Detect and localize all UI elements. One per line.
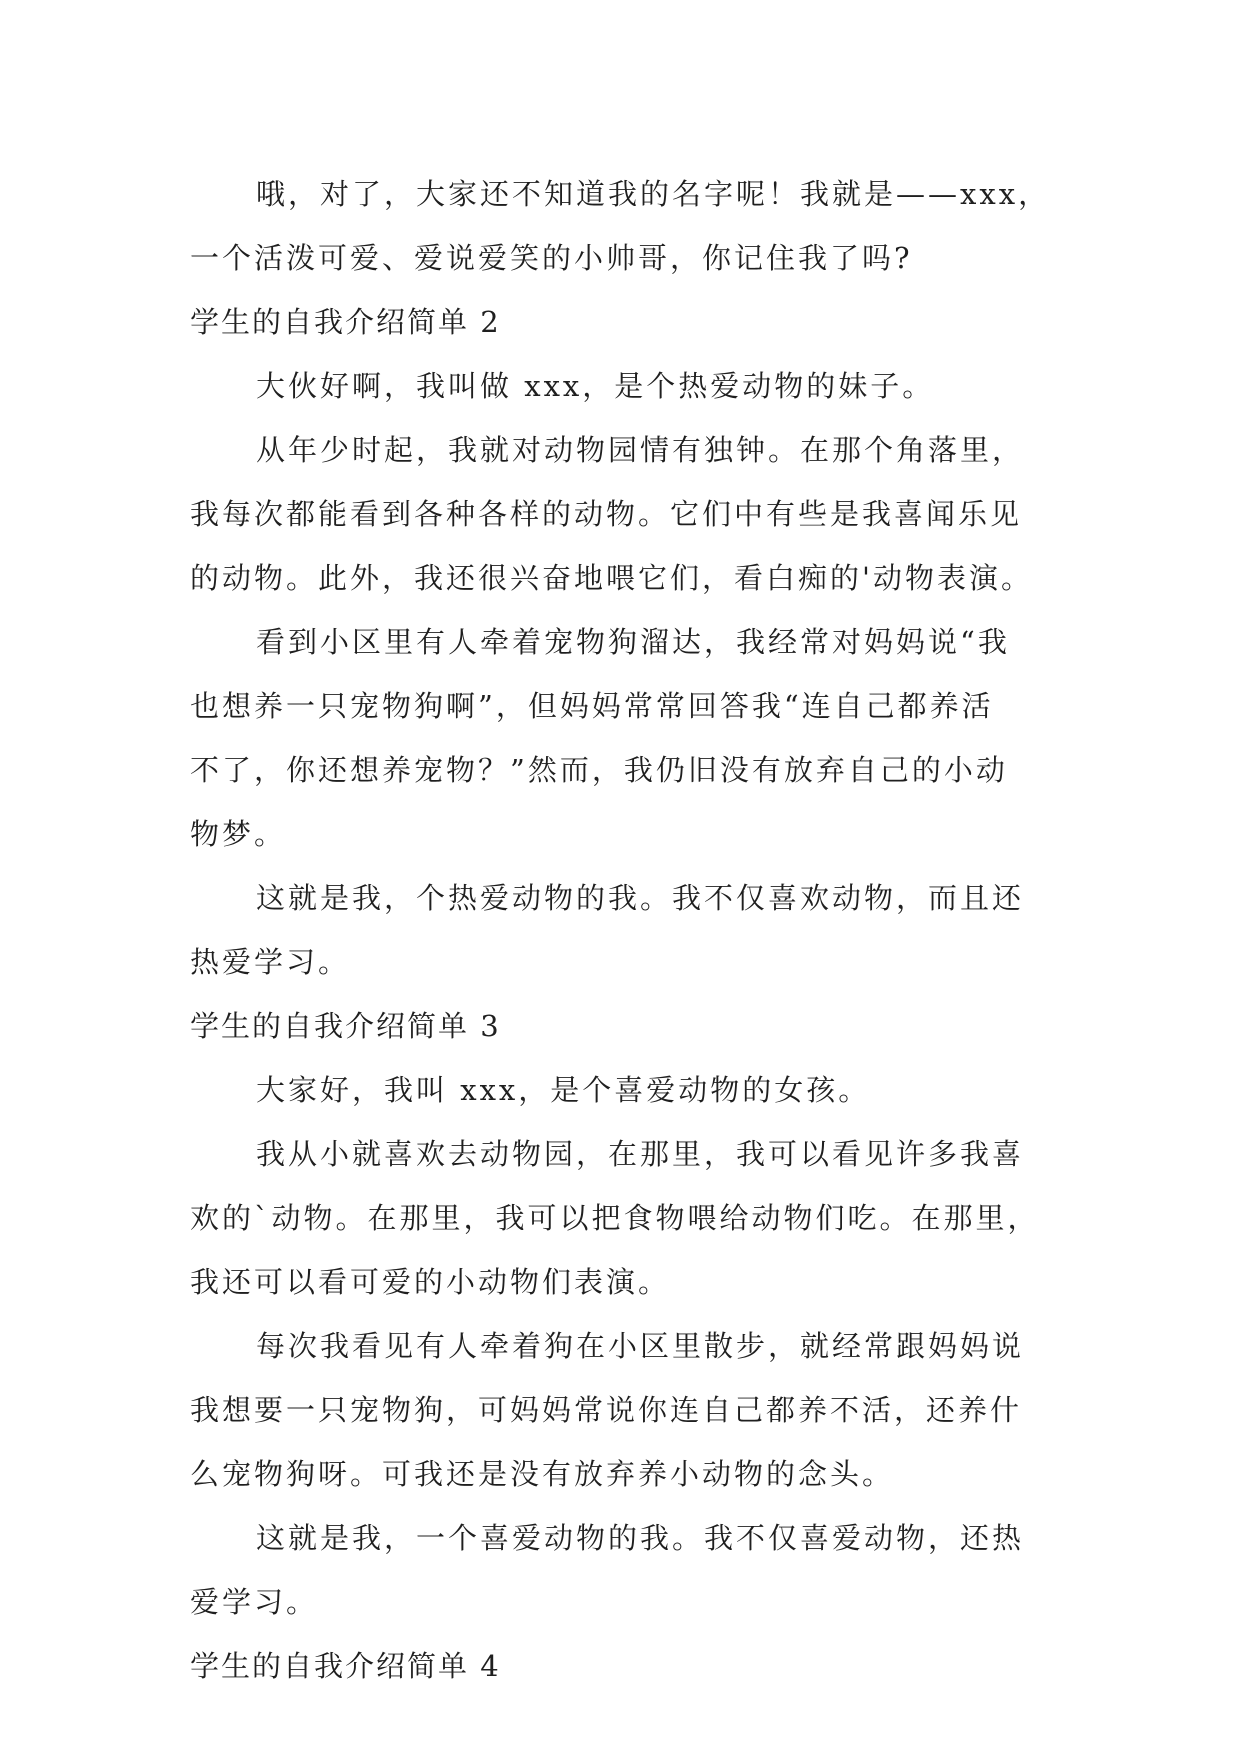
paragraph-line: 不了，你还想养宠物？”然而，我仍旧没有放弃自己的小动 xyxy=(190,753,1008,787)
paragraph-line: 这就是我，个热爱动物的我。我不仅喜欢动物，而且还 xyxy=(256,881,1025,915)
section-heading: 学生的自我介绍简单 3 xyxy=(190,1009,501,1043)
paragraph-line: 大伙好啊，我叫做 xxx，是个热爱动物的妹子。 xyxy=(256,369,935,403)
paragraph-line: 我想要一只宠物狗，可妈妈常说你连自己都养不活，还养什 xyxy=(190,1393,1023,1427)
paragraph-line: 欢的`动物。在那里，我可以把食物喂给动物们吃。在那里， xyxy=(190,1201,1040,1235)
paragraph-line: 我从小就喜欢去动物园，在那里，我可以看见许多我喜 xyxy=(256,1137,1025,1171)
section-heading: 学生的自我介绍简单 4 xyxy=(190,1649,501,1683)
paragraph-line: 每次我看见有人牵着狗在小区里散步，就经常跟妈妈说 xyxy=(256,1329,1025,1363)
paragraph-line: 我还可以看可爱的小动物们表演。 xyxy=(190,1265,671,1299)
paragraph-line: 哦，对了，大家还不知道我的名字呢！我就是——xxx， xyxy=(256,177,1051,211)
paragraph-line: 大家好，我叫 xxx，是个喜爱动物的女孩。 xyxy=(256,1073,871,1107)
paragraph-line: 看到小区里有人牵着宠物狗溜达，我经常对妈妈说“我 xyxy=(256,625,1010,659)
paragraph-line: 一个活泼可爱、爱说爱笑的小帅哥，你记住我了吗? xyxy=(190,241,913,275)
paragraph-line: 我每次都能看到各种各样的动物。它们中有些是我喜闻乐见 xyxy=(190,497,1023,531)
paragraph-line: 爱学习。 xyxy=(190,1585,319,1619)
paragraph-line: 这就是我，一个喜爱动物的我。我不仅喜爱动物，还热 xyxy=(256,1521,1025,1555)
paragraph-line: 的动物。此外，我还很兴奋地喂它们，看白痴的'动物表演。 xyxy=(190,561,1033,595)
paragraph-line: 从年少时起，我就对动物园情有独钟。在那个角落里， xyxy=(256,433,1025,467)
paragraph-line: 也想养一只宠物狗啊”，但妈妈常常回答我“连自己都养活 xyxy=(190,689,994,723)
paragraph-line: 么宠物狗呀。可我还是没有放弃养小动物的念头。 xyxy=(190,1457,895,1491)
section-heading: 学生的自我介绍简单 2 xyxy=(190,305,501,339)
paragraph-line: 物梦。 xyxy=(190,817,287,851)
paragraph-line: 热爱学习。 xyxy=(190,945,351,979)
